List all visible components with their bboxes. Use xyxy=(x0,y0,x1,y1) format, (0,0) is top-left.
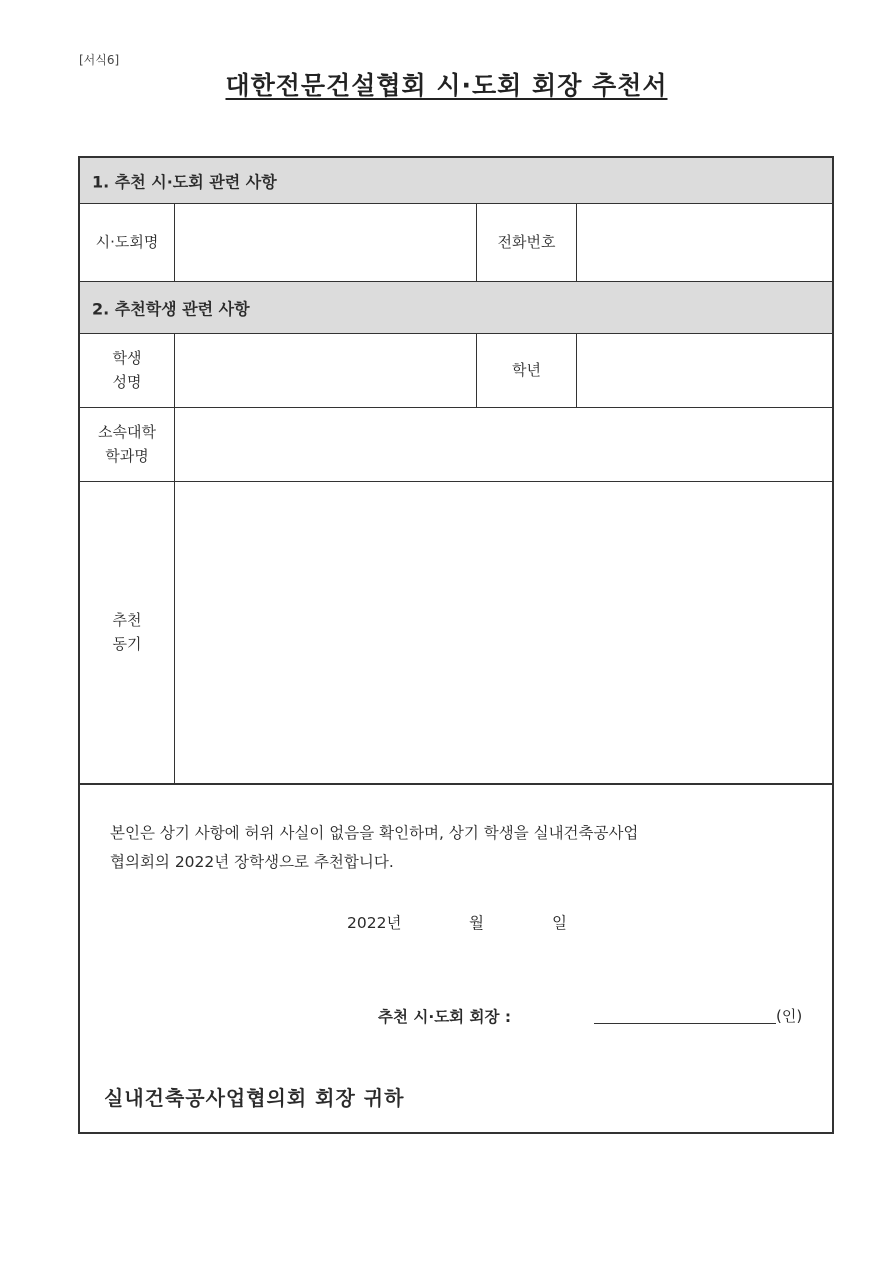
motive-field[interactable] xyxy=(175,482,832,783)
addressee: 실내건축공사업협의회 회장 귀하 xyxy=(104,1086,405,1110)
document-title-wrap xyxy=(0,66,893,102)
date-month: 월 xyxy=(469,914,484,932)
student-name-field[interactable] xyxy=(175,334,477,407)
declaration-area xyxy=(80,785,832,1132)
university-label xyxy=(80,408,175,481)
grade-field[interactable] xyxy=(577,334,832,407)
section1-header xyxy=(80,158,832,204)
student-row xyxy=(80,334,832,408)
statement-line2: 협의회의 2022년 장학생으로 추천합니다. xyxy=(110,852,394,871)
form-code: [서식6] xyxy=(79,53,120,67)
university-row xyxy=(80,408,832,482)
university-label-line2: 학과명 xyxy=(105,446,149,465)
motive-row xyxy=(80,482,832,785)
phone-field[interactable] xyxy=(577,204,832,281)
seal-mark: (인) xyxy=(776,1007,803,1025)
university-label-line1: 소속대학 xyxy=(98,423,156,442)
motive-label-line1: 추천 xyxy=(112,611,142,630)
date-year: 2022년 xyxy=(347,914,402,932)
section2-title: 2. 추천학생 관련 사항 xyxy=(92,299,250,318)
student-name-label-line1: 학생 xyxy=(112,349,142,368)
motive-label xyxy=(80,482,175,783)
statement-line1: 본인은 상기 사항에 허위 사실이 없음을 확인하며, 상기 학생을 실내건축공사업 xyxy=(110,824,639,842)
student-name-label-line2: 성명 xyxy=(112,372,142,391)
grade-label: 학년 xyxy=(477,334,577,407)
section2-header xyxy=(80,282,832,334)
signature-line[interactable] xyxy=(594,1023,776,1024)
date-day: 일 xyxy=(552,914,567,932)
signature-label: 추천 시·도회 회장 : xyxy=(378,1008,512,1026)
chapter-name-label: 시·도회명 xyxy=(80,204,175,281)
form-frame xyxy=(78,156,834,1134)
section1-title: 1. 추천 시·도회 관련 사항 xyxy=(92,172,277,191)
statement xyxy=(110,819,790,876)
document-title: 대한전문건설협회 시·도회 회장 추천서 xyxy=(225,71,668,100)
university-field[interactable] xyxy=(175,408,832,481)
phone-label: 전화번호 xyxy=(477,204,577,281)
motive-label-line2: 동기 xyxy=(112,634,142,653)
chapter-name-field[interactable] xyxy=(175,204,477,281)
student-name-label xyxy=(80,334,175,407)
section1-row xyxy=(80,204,832,282)
